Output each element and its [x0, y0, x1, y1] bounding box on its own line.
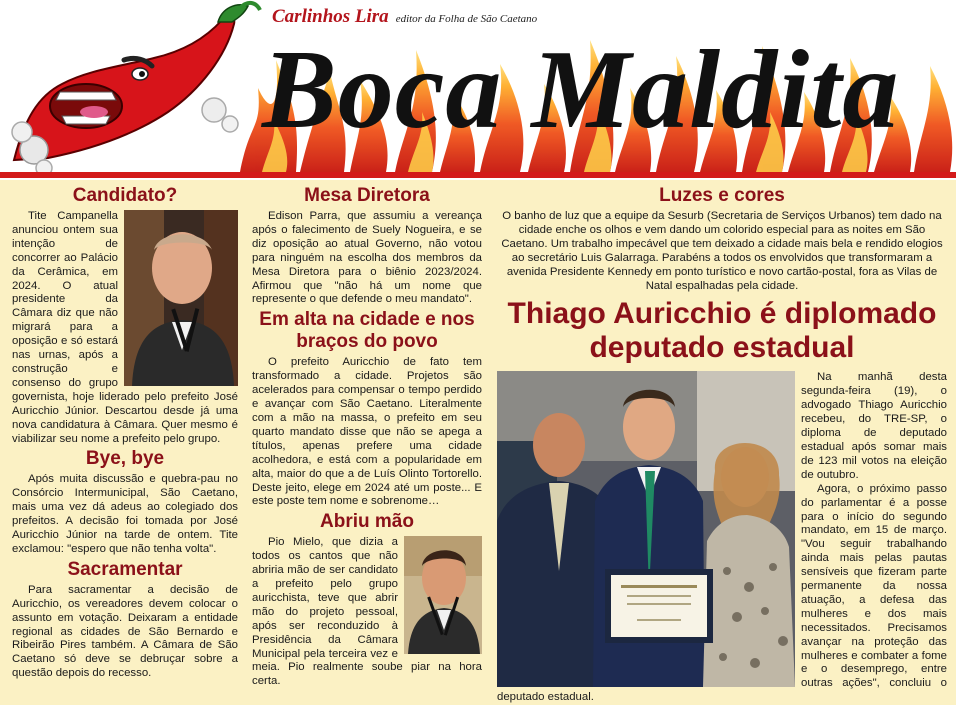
column-1 [12, 183, 238, 681]
section-body: Tite Campanella anunciou ontem sua intenção de concorrer ao Palácio da Cerâmica, em 2024. O atual presidente da Câmara diz que não migrará para a oposição e só estará nas urnas, após a construção e consenso do grupo governista, hoje liderado pelo prefeito José Auricchio Júnior. Descartou desde já uma nova candidatura à Câmara. Quer mesmo é viabilizar seu nome a prefeito pelo grupo. [12, 210, 238, 445]
byline [272, 6, 537, 28]
section-body: Após muita discussão e quebra-pau no Consórcio Intermunicipal, São Caetano, mais uma vez dá adeus ao colegiado dos prefeitos. A decisão foi tomada por José Auricchio Júnior na tarde de ontem. Tite exclamou: "espero que não tenha volta". [12, 473, 238, 555]
main-story [497, 371, 947, 705]
story-paragraph-1: Na manhã desta segunda-feira (19), o advogado Thiago Auricchio recebeu, do TRE-SP, o diploma de deputado estadual após somar mais de 123 mil votos na eleição de outubro. [801, 371, 947, 481]
masthead-banner [0, 0, 956, 180]
photo-pio-mielo [404, 536, 482, 654]
section-heading: Sacramentar [67, 558, 183, 580]
section-heading: Em alta na cidade e nos braços do povo [259, 309, 475, 353]
photo-diplomation-ceremony [497, 371, 795, 687]
author-role: editor da Folha de São Caetano [395, 13, 538, 25]
chili-pepper-mascot-illustration [4, 0, 266, 178]
section-body: Edison Parra, que assumiu a vereança após o falecimento de Suely Nogueira, e se diz oposição ao atual Governo, não votou para ninguém na escolha dos membros da Mesa Diretora para o biênio 2023/2024. Afirmou que "não há um nome que represente o que defende o meu mandato". [252, 210, 482, 306]
section-heading: Candidato? [72, 185, 178, 206]
section-body: Para sacramentar a decisão de Auricchio, os vereadores devem colocar o assunto em votação. Deixaram a entidade regional as cidades de São Bernardo e Ribeirão Pires também. A Câmara de São Caetano só deve se debruçar sobre a questão depois do recesso. [12, 583, 238, 680]
story-paragraph-2: Agora, o próximo passo do parlamentar é a posse para o início do segundo mandato, em 15 de março. "Vou seguir trabalhando ainda mais pelas pautas sensíveis que fizeram parte permanente da nossa atuação, a defesa das mulheres e dos mais necessitados. Precisamos avançar na proteção das mulheres e combater a fome e o desemprego, entre outras ações", concluiu o deputado estadual. [497, 482, 947, 704]
section-abriu-mao [252, 511, 482, 689]
section-luzes-e-cores [497, 185, 947, 293]
section-em-alta [252, 309, 482, 509]
section-heading: Bye, bye [85, 448, 165, 470]
section-body: O banho de luz que a equipe da Sesurb (Secretaria de Serviços Urbanos) tem dado na cidade enche os olhos e vem dando um colorido especial para as noites em São Caetano. Um trabalho impecável que tem deixado a cidade mais bela e rendido elogios ao secretário Luis Galarraga. Parabéns a todos os envolvidos que transformaram a avenida Presidente Kennedy em ponto turístico e novo cartão-postal, fora as Vilas de Natal espalhadas pela cidade. [501, 210, 943, 292]
column-3 [497, 183, 947, 705]
section-heading: Abriu mão [320, 511, 414, 533]
section-sacramentar [12, 559, 238, 681]
column-title: Boca Maldita [262, 28, 900, 152]
section-bye-bye [12, 448, 238, 556]
section-body: O prefeito Auricchio de fato tem transformado a cidade. Projetos são acelerados para compensar o tempo perdido e avançar com São Caetano. Literalmente com a mão na massa, o prefeito em seu quarto mandato disse que não se apega a títulos, apenas prefere uma cidade acolhedora, e está com a popularidade em alta, maior do que a de Luís Olinto Tortorello. Deste jeito, elege em 2024 até um poste... E este poste tem nome e sobrenome… [252, 356, 482, 508]
section-mesa-diretora [252, 185, 482, 307]
section-heading: Mesa Diretora [304, 185, 430, 206]
section-candidato [12, 185, 238, 446]
author-name: Carlinhos Lira [272, 6, 389, 27]
column-2 [252, 183, 482, 689]
header-divider [0, 172, 956, 178]
section-heading: Luzes e cores [659, 185, 785, 206]
section-body: Pio Mielo, que dizia a todos os cantos que não abriria mão de ser candidato a prefeito pelo grupo auricchista, teve que abrir mão do projeto pessoal, após ser reconduzido à Presidência da Câmara Municipal pela terceira vez e meia. Pio realmente soube piar na hora certa. [252, 536, 482, 688]
photo-tite-campanella [124, 210, 238, 386]
main-headline: Thiago Auricchio é diplomado deputado estadual [507, 297, 937, 365]
